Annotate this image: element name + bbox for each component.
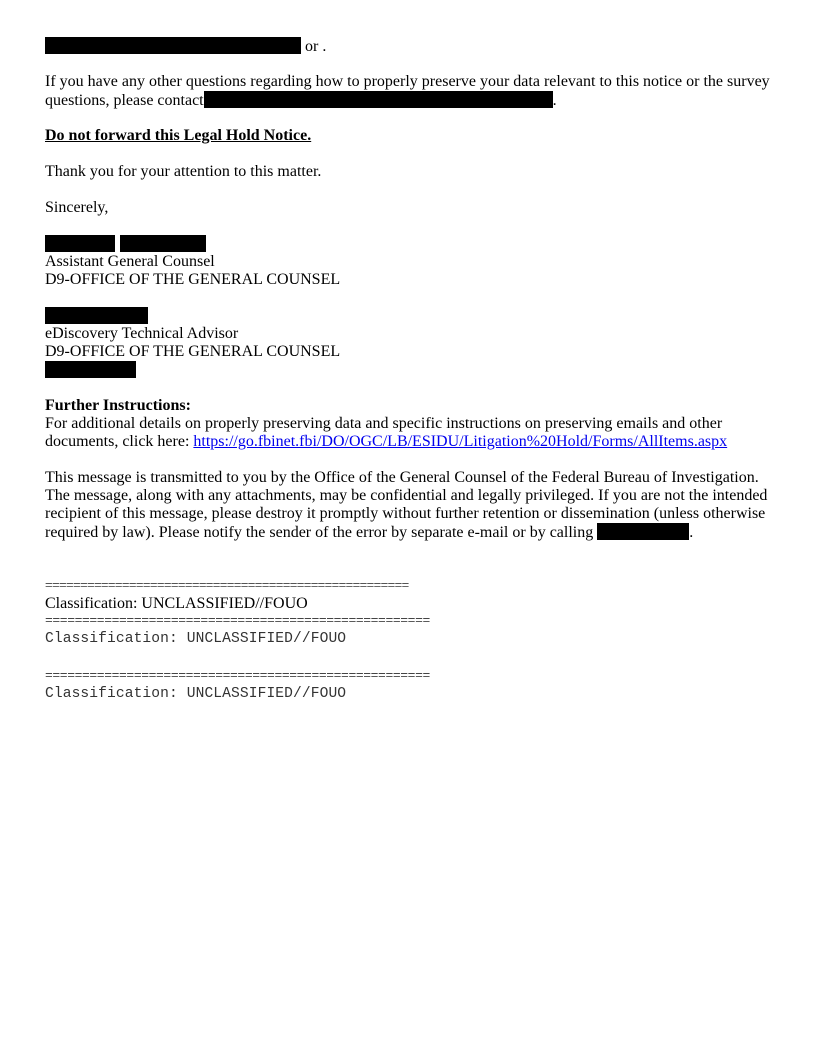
opening-suffix: or .: [301, 38, 327, 55]
further-instructions-heading: Further Instructions:: [45, 397, 191, 414]
disclaimer-line-4: [45, 523, 693, 542]
redaction-bar: [204, 91, 553, 108]
redaction-bar: [45, 235, 115, 252]
disclaimer-line-4-prefix: required by law). Please notify the sender of the error by separate e-mail or by calling: [45, 524, 598, 541]
classification-rule: ====================================================: [45, 613, 430, 628]
thank-you-line: Thank you for your attention to this matter.: [45, 163, 322, 180]
classification-label: Classification: UNCLASSIFIED//FOUO: [45, 595, 308, 612]
signer-2-contact: [45, 361, 136, 380]
redaction-bar: [45, 37, 301, 54]
signer-2-name: [45, 307, 148, 326]
signer-2-office: D9-OFFICE OF THE GENERAL COUNSEL: [45, 343, 341, 360]
signer-1-office: D9-OFFICE OF THE GENERAL COUNSEL: [45, 271, 341, 288]
redaction-bar: [45, 361, 136, 378]
disclaimer-line-3: recipient of this message, please destroy it promptly without further retention or dissemination (unless otherwise: [45, 505, 766, 522]
disclaimer-line-4-suffix: .: [689, 524, 694, 541]
redaction-bar: [45, 307, 148, 324]
further-instructions-line-2-prefix: documents, click here:: [45, 433, 194, 450]
redaction-bar: [597, 523, 689, 540]
do-not-forward-warning: Do not forward this Legal Hold Notice.: [45, 127, 312, 144]
disclaimer-line-1: This message is transmitted to you by the Office of the General Counsel of the Federal Bureau of Investigation.: [45, 469, 759, 486]
disclaimer-line-2: The message, along with any attachments, may be confidential and legally privileged. If you are not the intended: [45, 487, 768, 504]
questions-line-2: [45, 91, 557, 110]
further-instructions-line-1: For additional details on properly preserving data and specific instructions on preserving emails and other: [45, 415, 723, 432]
questions-line-2-prefix: questions, please contact: [45, 92, 204, 109]
signer-1-title: Assistant General Counsel: [45, 253, 215, 270]
opening-line: [45, 37, 326, 56]
classification-label: Classification: UNCLASSIFIED//FOUO: [45, 631, 347, 647]
further-instructions-line-2: [45, 433, 727, 451]
questions-line-2-suffix: .: [552, 92, 557, 109]
litigation-hold-forms-link[interactable]: https://go.fbinet.fbi/DO/OGC/LB/ESIDU/Litigation%20Hold/Forms/AllItems.aspx: [193, 433, 728, 450]
closing-salutation: Sincerely,: [45, 199, 109, 216]
questions-line-1: If you have any other questions regarding how to properly preserve your data relevant to this notice or the survey: [45, 73, 770, 90]
classification-rule: ====================================================: [45, 668, 430, 683]
signer-2-title: eDiscovery Technical Advisor: [45, 325, 239, 342]
redaction-bar: [120, 235, 206, 252]
classification-rule: ====================================================: [45, 577, 409, 592]
classification-label: Classification: UNCLASSIFIED//FOUO: [45, 686, 347, 702]
signer-1-name: [45, 235, 206, 254]
